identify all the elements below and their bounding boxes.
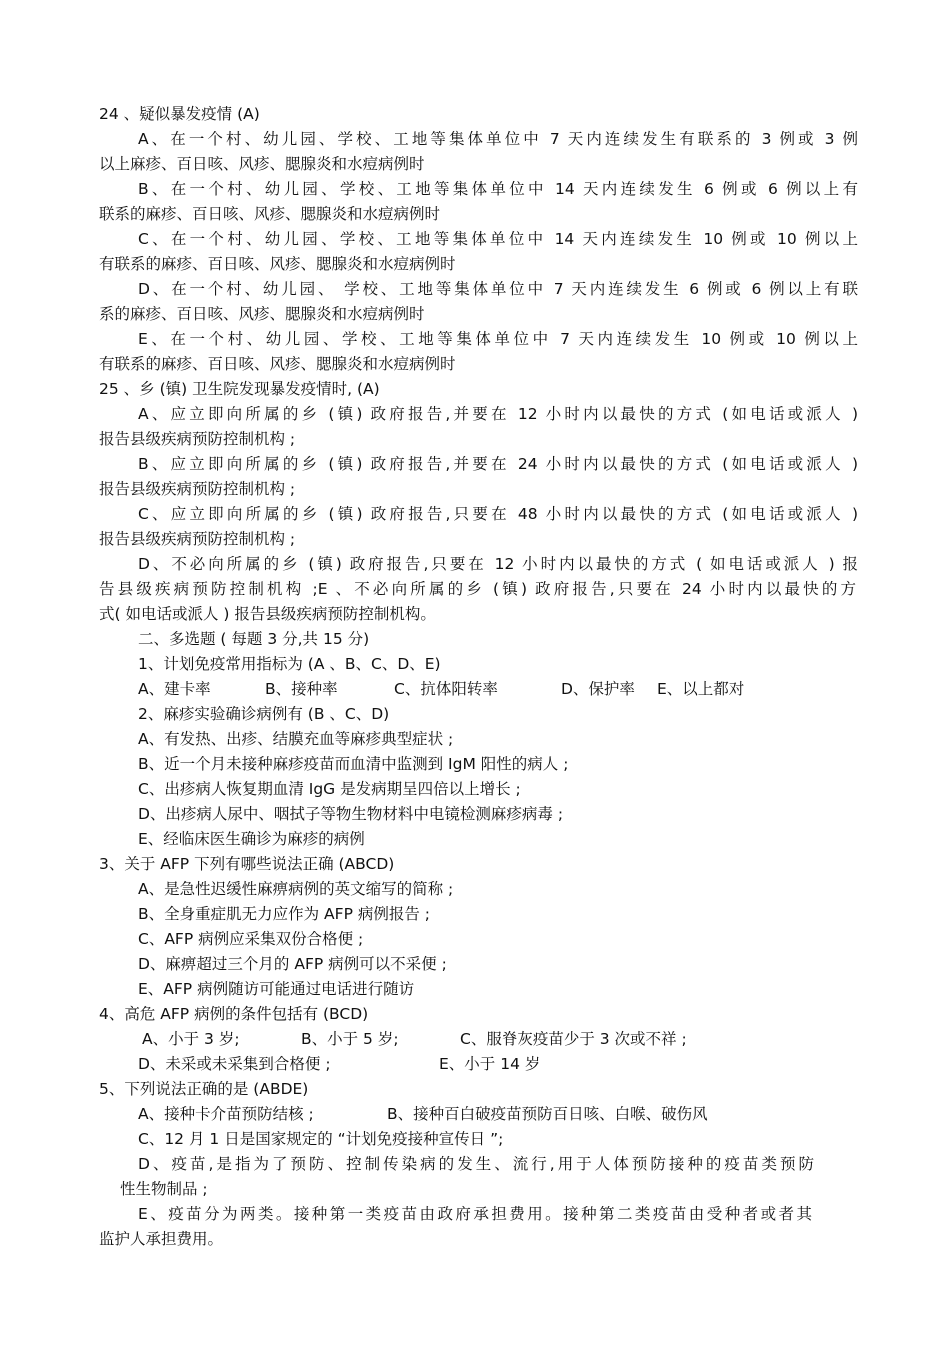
mc-4-option-a: A、小于 3 岁; [142,1030,240,1048]
q25-option-a: A、应立即向所属的乡 (镇) 政府报告,并要在 12 小时内以最快的方式 (如电话或派人 ) [138,405,858,423]
q24-option-d: D、在一个村、幼儿园、 学校、工地等集体单位中 7 天内连续发生 6 例或 6 例以上有联 [138,280,858,298]
q24-option-c-cont: 有联系的麻疹、百日咳、风疹、腮腺炎和水痘病例时 [99,255,456,273]
mc-1-option-e: E、以上都对 [657,680,745,698]
q25-option-c: C、应立即向所属的乡 (镇) 政府报告,只要在 48 小时内以最快的方式 (如电话或派人 ) [138,505,858,523]
mc-3-option-e: E、AFP 病例随访可能通过电话进行随访 [138,980,415,998]
mc-2-title: 2、麻疹实验确诊病例有 (B 、C、D) [138,705,390,723]
q25-option-a-cont: 报告县级疾病预防控制机构 ; [99,430,296,448]
q24-option-a-cont: 以上麻疹、百日咳、风疹、腮腺炎和水痘病例时 [99,155,425,173]
mc-2-option-b: B、近一个月未接种麻疹疫苗而血清中监测到 IgM 阳性的病人 ; [138,755,569,773]
mc-3-option-c: C、AFP 病例应采集双份合格便 ; [138,930,364,948]
mc-4-option-c: C、服脊灰疫苗少于 3 次或不祥 ; [460,1030,687,1048]
q25-option-c-cont: 报告县级疾病预防控制机构 ; [99,530,296,548]
mc-2-option-d: D、出疹病人尿中、咽拭子等物生物材料中电镜检测麻疹病毒 ; [138,805,564,823]
mc-3-option-b: B、全身重症肌无力应作为 AFP 病例报告 ; [138,905,431,923]
mc-5-title: 5、下列说法正确的是 (ABDE) [99,1080,309,1098]
q24-option-d-cont: 系的麻疹、百日咳、风疹、腮腺炎和水痘病例时 [99,305,425,323]
mc-5-option-a: A、接种卡介苗预防结核 ; [138,1105,314,1123]
q25-option-d-cont: 告县级疾病预防控制机构 ;E 、不必向所属的乡 (镇) 政府报告,只要在 24 小时内以最快的方 [99,580,856,598]
mc-2-option-a: A、有发热、出疹、结膜充血等麻疹典型症状 ; [138,730,454,748]
mc-1-option-a: A、建卡率 [138,680,211,698]
mc-3-option-d: D、麻痹超过三个月的 AFP 病例可以不采便 ; [138,955,447,973]
q25-option-b-cont: 报告县级疾病预防控制机构 ; [99,480,296,498]
mc-1-title: 1、计划免疫常用指标为 (A 、B、C、D、E) [138,655,441,673]
mc-4-option-b: B、小于 5 岁; [301,1030,399,1048]
q25-option-b: B、应立即向所属的乡 (镇) 政府报告,并要在 24 小时内以最快的方式 (如电话或派人 ) [138,455,858,473]
question-24-title: 24 、疑似暴发疫情 (A) [99,105,260,123]
mc-5-option-d: D、疫苗,是指为了预防、控制传染病的发生、流行,用于人体预防接种的疫苗类预防 [138,1155,814,1173]
mc-5-option-b: B、接种百白破疫苗预防百日咳、白喉、破伤风 [387,1105,708,1123]
mc-5-option-e-cont: 监护人承担费用。 [99,1230,224,1248]
mc-4-option-d: D、未采或未采集到合格便 ; [138,1055,331,1073]
mc-3-option-a: A、是急性迟缓性麻痹病例的英文缩写的简称 ; [138,880,454,898]
q24-option-e: E、在一个村、幼儿园、学校、工地等集体单位中 7 天内连续发生 10 例或 10 例以上 [138,330,858,348]
question-25-title: 25 、乡 (镇) 卫生院发现暴发疫情时, (A) [99,380,380,398]
mc-1-option-d: D、保护率 [561,680,635,698]
q24-option-a: A、在一个村、幼儿园、学校、工地等集体单位中 7 天内连续发生有联系的 3 例或 3 例 [138,130,858,148]
mc-4-option-e: E、小于 14 岁 [439,1055,541,1073]
q24-option-e-cont: 有联系的麻疹、百日咳、风疹、腮腺炎和水痘病例时 [99,355,456,373]
mc-2-option-e: E、经临床医生确诊为麻疹的病例 [138,830,365,848]
mc-4-title: 4、高危 AFP 病例的条件包括有 (BCD) [99,1005,369,1023]
mc-5-option-d-cont: 性生物制品 ; [120,1180,208,1198]
mc-2-option-c: C、出疹病人恢复期血清 IgG 是发病期呈四倍以上增长 ; [138,780,521,798]
q24-option-c: C、在一个村、幼儿园、学校、工地等集体单位中 14 天内连续发生 10 例或 10 例以上 [138,230,858,248]
q24-option-b: B、在一个村、幼儿园、学校、工地等集体单位中 14 天内连续发生 6 例或 6 例以上有 [138,180,858,198]
mc-1-option-b: B、接种率 [265,680,338,698]
q25-option-e-cont: 式( 如电话或派人 ) 报告县级疾病预防控制机构。 [99,605,436,623]
mc-3-title: 3、关于 AFP 下列有哪些说法正确 (ABCD) [99,855,395,873]
q24-option-b-cont: 联系的麻疹、百日咳、风疹、腮腺炎和水痘病例时 [99,205,441,223]
mc-1-option-c: C、抗体阳转率 [394,680,498,698]
mc-5-option-e: E、疫苗分为两类。接种第一类疫苗由政府承担费用。接种第二类疫苗由受种者或者其 [138,1205,812,1223]
q25-option-d: D、不必向所属的乡 (镇) 政府报告,只要在 12 小时内以最快的方式 ( 如电话或派人 ) 报 [138,555,858,573]
section-multiple-choice-heading: 二、多选题 ( 每题 3 分,共 15 分) [138,630,370,648]
mc-5-option-c: C、12 月 1 日是国家规定的 “计划免疫接种宣传日 ”; [138,1130,504,1148]
